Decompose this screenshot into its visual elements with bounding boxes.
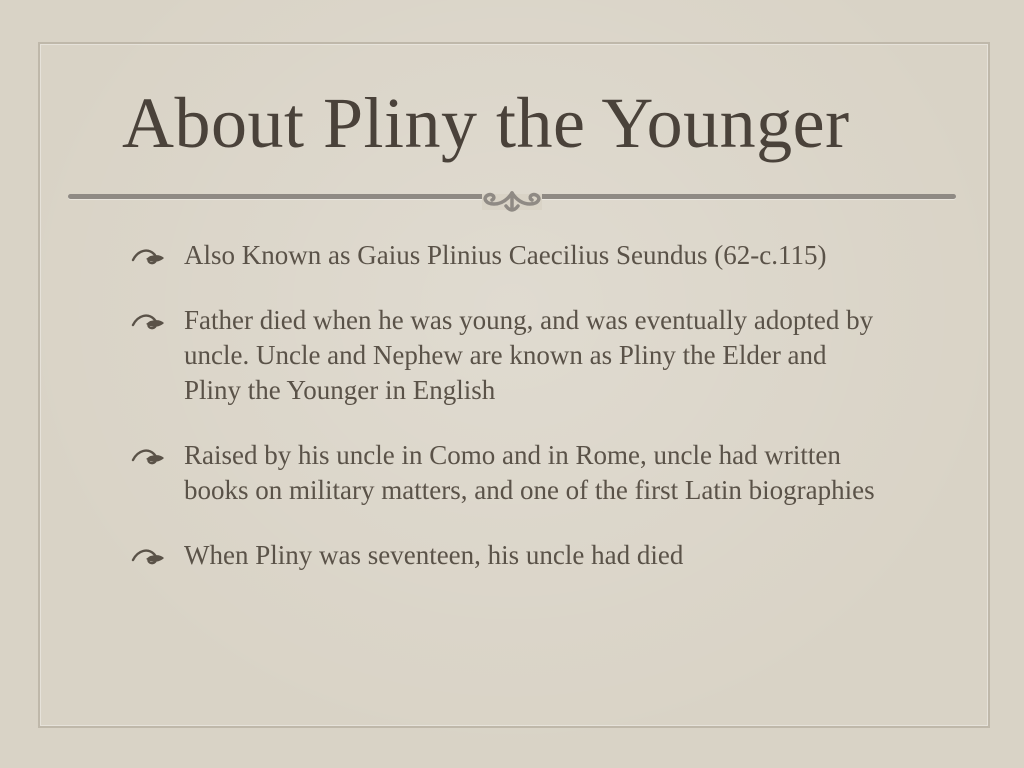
divider-ornament-icon <box>472 184 552 220</box>
bullet-list <box>128 238 888 603</box>
bullet-item <box>128 438 888 508</box>
bullet-text: Father died when he was young, and was eventually adopted by uncle. Uncle and Nephew are known as Pliny the Elder and Pliny the Younger in English <box>184 305 874 405</box>
bullet-text: Also Known as Gaius Plinius Caecilius Seundus (62-c.115) <box>184 240 827 270</box>
bullet-item <box>128 238 888 273</box>
bullet-item <box>128 303 888 408</box>
bullet-item <box>128 538 888 573</box>
leaf-bullet-icon <box>130 444 166 468</box>
leaf-bullet-icon <box>130 544 166 568</box>
bullet-text: When Pliny was seventeen, his uncle had died <box>184 540 684 570</box>
leaf-bullet-icon <box>130 309 166 333</box>
bullet-text: Raised by his uncle in Como and in Rome, uncle had written books on military matters, and one of the first Latin biographies <box>184 440 875 505</box>
slide-title: About Pliny the Younger <box>122 83 850 163</box>
leaf-bullet-icon <box>130 244 166 268</box>
